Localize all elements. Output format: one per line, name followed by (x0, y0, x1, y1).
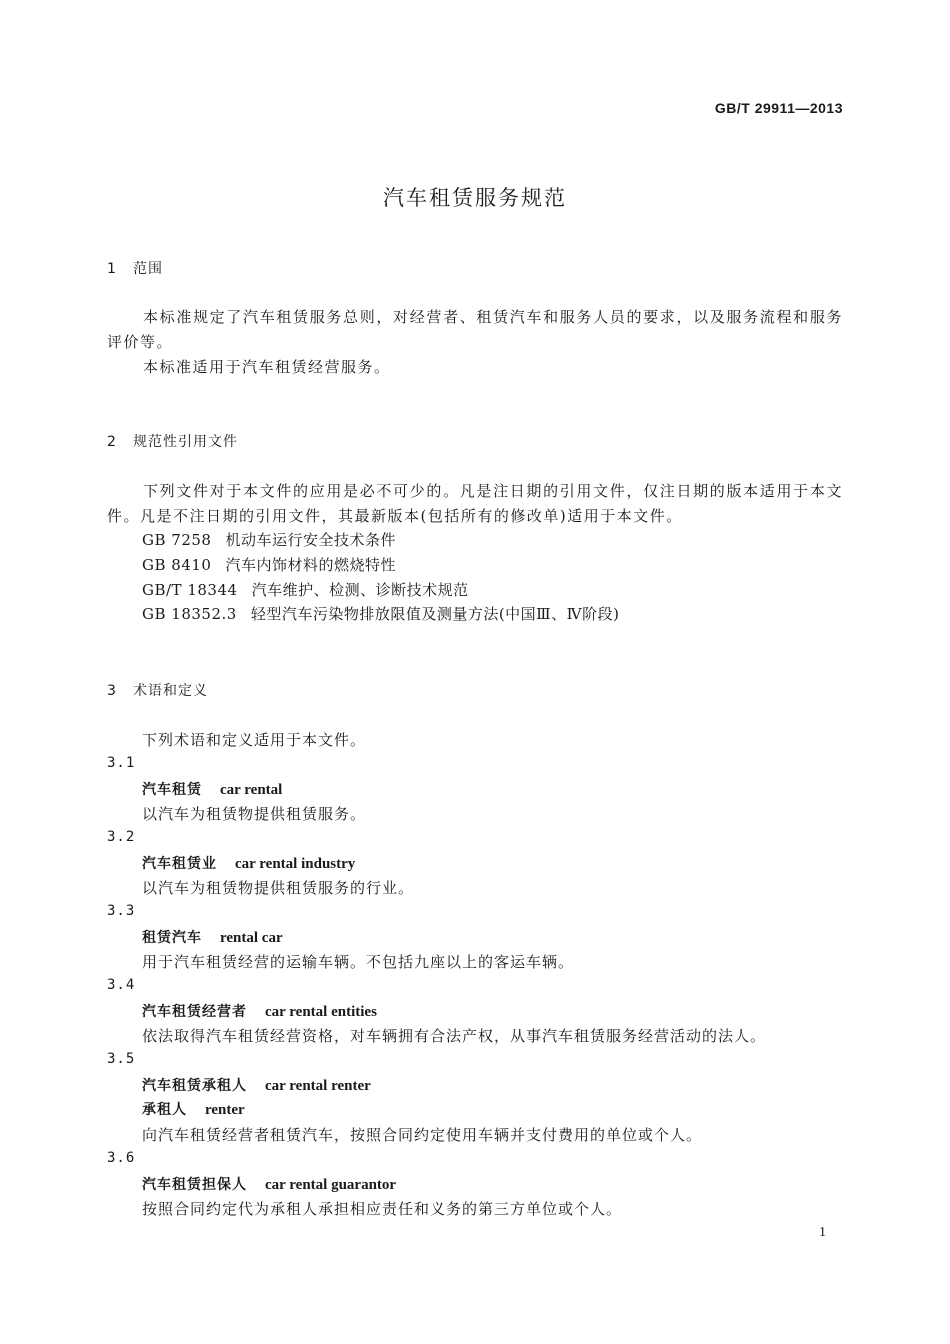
page-number: 1 (819, 1225, 826, 1240)
standard-number: GB/T 29911—2013 (714, 100, 843, 116)
term-en: car rental entities (265, 1004, 377, 1020)
paragraph: 本标准规定了汽车租赁服务总则，对经营者、租赁汽车和服务人员的要求，以及服务流程和服务评价等。 (107, 308, 843, 351)
section-title: 规范性引用文件 (133, 434, 238, 450)
reference-item (142, 554, 396, 575)
term-number: 3.2 (107, 829, 136, 845)
section-2-heading (107, 431, 238, 451)
term-zh: 汽车租赁经营者 (142, 1004, 247, 1020)
term-entry (142, 853, 355, 873)
reference-code: GB/T 18344 (142, 581, 238, 599)
section-number: 2 (107, 434, 117, 450)
term-en: car rental industry (235, 856, 356, 872)
term-en: rental car (220, 930, 283, 946)
term-en: car rental (220, 782, 283, 798)
section-number: 3 (107, 683, 117, 699)
section-1-body (107, 305, 843, 380)
reference-code: GB 7258 (142, 531, 212, 549)
term-definition: 向汽车租赁经营者租赁汽车，按照合同约定使用车辆并支付费用的单位或个人。 (142, 1126, 703, 1144)
paragraph: 本标准适用于汽车租赁经营服务。 (143, 358, 391, 376)
term-entry (142, 1174, 396, 1194)
section-title: 术语和定义 (133, 683, 208, 699)
term-definition: 以汽车为租赁物提供租赁服务。 (142, 805, 367, 823)
section-3-heading (107, 680, 208, 700)
term-entry (142, 1075, 371, 1095)
term-number: 3.6 (107, 1150, 136, 1166)
section-2-body (107, 479, 843, 529)
term-entry (142, 779, 282, 799)
term-definition: 依法取得汽车租赁经营资格，对车辆拥有合法产权，从事汽车租赁服务经营活动的法人。 (142, 1027, 767, 1045)
term-zh: 租赁汽车 (142, 930, 202, 946)
reference-code: GB 8410 (142, 556, 212, 574)
term-zh: 汽车租赁承租人 (142, 1078, 247, 1094)
term-zh: 承租人 (142, 1102, 187, 1118)
term-definition: 按照合同约定代为承租人承担相应责任和义务的第三方单位或个人。 (142, 1200, 623, 1218)
document-title: 汽车租赁服务规范 (383, 186, 567, 210)
reference-item (142, 603, 619, 624)
term-en: car rental guarantor (265, 1177, 397, 1193)
term-definition: 以汽车为租赁物提供租赁服务的行业。 (142, 879, 415, 897)
reference-title: 汽车维护、检测、诊断技术规范 (251, 581, 469, 599)
reference-item (142, 579, 469, 600)
term-number: 3.1 (107, 755, 136, 771)
term-entry (142, 1001, 377, 1021)
term-number: 3.4 (107, 977, 136, 993)
term-zh: 汽车租赁担保人 (142, 1177, 247, 1193)
reference-title: 汽车内饰材料的燃烧特性 (225, 556, 396, 574)
term-entry (142, 927, 283, 947)
term-en: car rental renter (265, 1078, 371, 1094)
term-zh: 汽车租赁 (142, 782, 202, 798)
term-entry-alt (142, 1099, 245, 1119)
section-number: 1 (107, 261, 117, 277)
section-1-heading (107, 258, 163, 278)
section-title: 范围 (133, 261, 163, 277)
reference-title: 轻型汽车污染物排放限值及测量方法(中国Ⅲ、Ⅳ阶段) (250, 605, 620, 623)
reference-code: GB 18352.3 (142, 605, 237, 623)
term-zh: 汽车租赁业 (142, 856, 217, 872)
term-en: renter (205, 1102, 245, 1118)
term-definition: 用于汽车租赁经营的运输车辆。不包括九座以上的客运车辆。 (142, 953, 575, 971)
term-number: 3.5 (107, 1051, 136, 1067)
section-3-intro: 下列术语和定义适用于本文件。 (142, 731, 367, 749)
reference-title: 机动车运行安全技术条件 (225, 531, 396, 549)
term-number: 3.3 (107, 903, 136, 919)
reference-item (142, 529, 396, 550)
paragraph: 下列文件对于本文件的应用是必不可少的。凡是注日期的引用文件，仅注日期的版本适用于本文件。凡是不注日期的引用文件，其最新版本(包括所有的修改单)适用于本文件。 (107, 482, 843, 525)
